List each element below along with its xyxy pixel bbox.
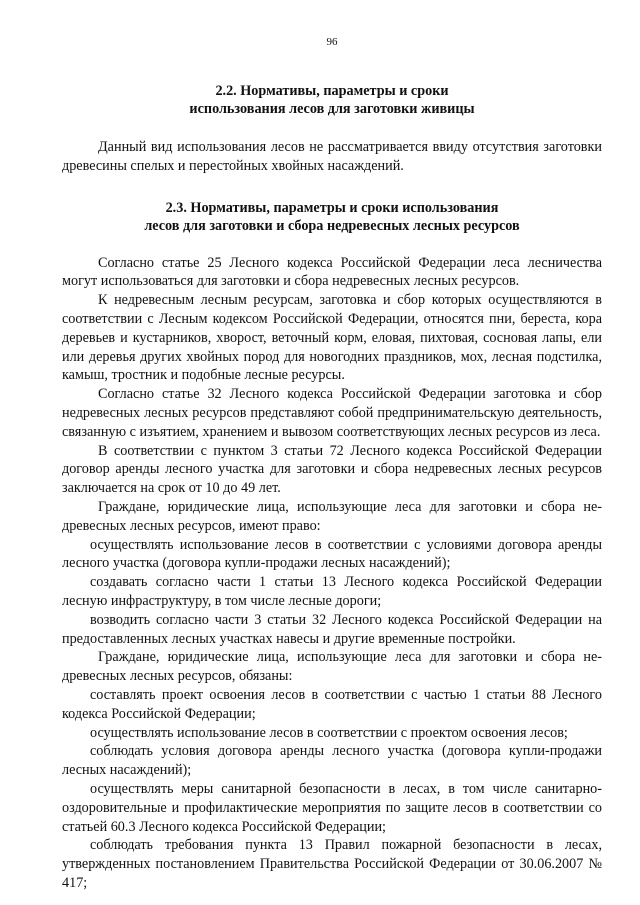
list-item: осуществлять меры санитарной безопасности в лесах, в том числе санитарно-оздоровительные и профилактические мероприятия по защите лесов в соответствии со статьей 60.3 Лесного кодекса Российской Федерации;	[62, 780, 602, 835]
list-item: осуществлять использование лесов в соответствии с проектом освоения лесов;	[90, 724, 568, 741]
section-heading-line: лесов для заготовки и сбора недревесных лесных ресурсов	[144, 217, 520, 234]
page-number: 96	[326, 36, 338, 48]
list-item: соблюдать условия договора аренды лесного участка (договора купли-продажи лесных насаждений);	[62, 743, 602, 779]
list-item: создавать согласно части 1 статьи 13 Лесного кодекса Российской Федерации лесную инфраструктуру, в том числе лесные дороги;	[62, 574, 602, 609]
paragraph: Согласно статье 25 Лесного кодекса Российской Федерации леса лесничества могут использоваться для заготовки и сбора недревесных лесных ресурсов.	[62, 254, 602, 290]
list-item: возводить согласно части 3 статьи 32 Лесного кодекса Российской Федерации на предоставленных лесных участках навесы и другие временные постройки.	[62, 611, 602, 647]
paragraph: В соответствии с пунктом 3 статьи 72 Лесного кодекса Российской Федерации договор аренды лесного участка для заготовки и сбора недревесных лесных ресурсов заключается на срок от 10 до 49 лет.	[62, 442, 602, 497]
section-heading-line: 2.2. Нормативы, параметры и сроки	[215, 83, 449, 99]
paragraph: К недревесным лесным ресурсам, заготовка и сбор которых осуществляются в соответствии с Лесным кодексом Российской Федерации, относятся пни, береста, кора деревьев и кустарников, хворост, веточный корм, еловая, пихтовая, сосновая лапы, ели или деревья других хвойных пород для новогодних праздников, мох, лесная подстилка, камыш, тростник и подобные лесные ресурсы.	[62, 292, 602, 384]
list-item: соблюдать требования пункта 13 Правил пожарной безопасности в лесах, утвержденных постановлением Правительства Российской Федерации от 30.06.2007 № 417;	[62, 837, 602, 891]
list-item: осуществлять использование лесов в соответствии с условиями договора аренды лесного участка (договора купли-продажи лесных насаждений);	[62, 536, 602, 572]
paragraph: Согласно статье 32 Лесного кодекса Российской Федерации заготовка и сбор недревесных лесных ресурсов представляют собой предпринимательскую деятельность, связанную с изъятием, хранением и вывозом соответствующих лесных ресурсов из леса.	[62, 386, 602, 440]
paragraph: Данный вид использования лесов не рассматривается ввиду отсутствия заготовки древесины спелых и перестойных хвойных насаждений.	[62, 139, 602, 174]
list-item: составлять проект освоения лесов в соответствии с частью 1 статьи 88 Лесного кодекса Российской Федерации;	[62, 686, 602, 722]
section-heading-2-3	[62, 199, 602, 235]
section-heading-line: использования лесов для заготовки живицы	[189, 101, 475, 117]
paragraph: Граждане, юридические лица, использующие леса для заготовки и сбора недревесных лесных ресурсов, имеют право:	[62, 498, 602, 534]
paragraph: Граждане, юридические лица, использующие леса для заготовки и сбора недревесных лесных ресурсов, обязаны:	[62, 649, 602, 685]
document-page	[62, 36, 602, 893]
section-heading-line: 2.3. Нормативы, параметры и сроки использования	[165, 199, 499, 216]
section-heading-2-2	[62, 82, 602, 118]
